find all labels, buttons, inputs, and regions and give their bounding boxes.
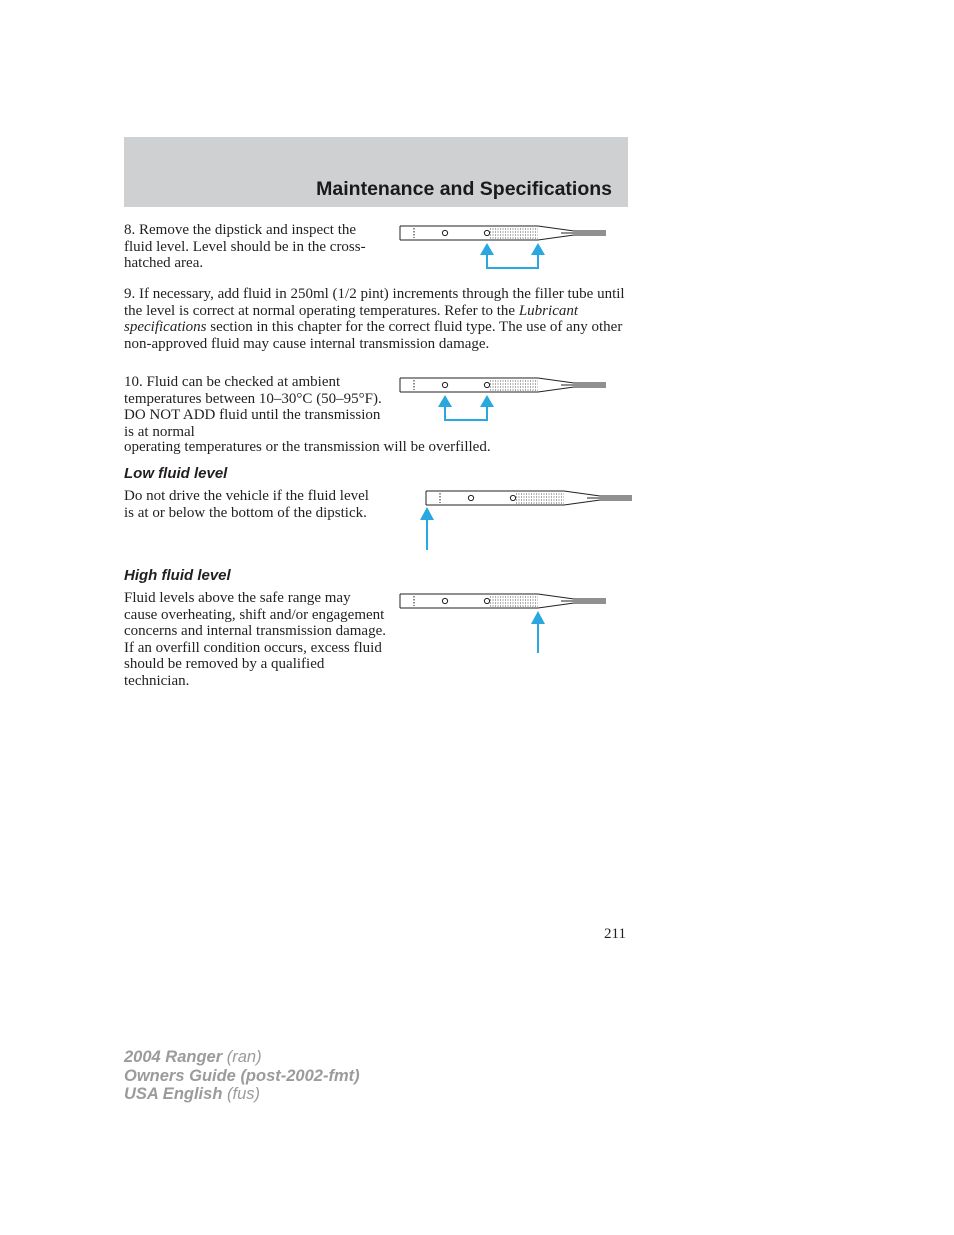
high-fluid-level-heading: High fluid level <box>124 567 231 584</box>
footer-line-1: 2004 Ranger (ran) <box>124 1048 262 1066</box>
lubricant-specifications-reference: Lubricant specifications <box>124 302 579 335</box>
footer-line-2: Owners Guide (post-2002-fmt) <box>124 1066 360 1085</box>
section-title: Maintenance and Specifications <box>316 178 612 200</box>
step-8-text: 8. Remove the dipstick and inspect the fluid level. Level should be in the cross-hatched area. <box>124 222 366 271</box>
document-footer <box>124 1048 360 1104</box>
section-header <box>124 137 628 207</box>
page-number: 211 <box>604 926 626 942</box>
high-fluid-level-text: Fluid levels above the safe range may cause overheating, shift and/or engagement concerns and internal transmission damage. If an overfill condition occurs, excess fluid should be removed by a qualified technician. <box>124 590 387 689</box>
step-10-text: 10. Fluid can be checked at ambient temperatures between 10–30°C (50–95°F). DO NOT ADD fluid until the transmission is at normal <box>124 374 382 440</box>
dipstick-diagram-low <box>414 487 634 553</box>
low-fluid-level-heading: Low fluid level <box>124 465 228 482</box>
dipstick-diagram-high <box>398 590 610 656</box>
low-fluid-level-text: Do not drive the vehicle if the fluid level is at or below the bottom of the dipstick. <box>124 488 369 521</box>
dipstick-diagram-normal <box>398 222 610 272</box>
step-10-text-continued: operating temperatures or the transmission will be overfilled. <box>124 439 491 455</box>
footer-line-3: USA English (fus) <box>124 1085 260 1103</box>
step-9-text: 9. If necessary, add fluid in 250ml (1/2 pint) increments through the filler tube until the level is correct at normal operating temperatures. Refer to the Lubricant specifications section in this chapter for the correct fluid type. The use of any other non-approved fluid may cause internal transmission damage. <box>124 286 625 352</box>
dipstick-diagram-check <box>398 374 610 424</box>
